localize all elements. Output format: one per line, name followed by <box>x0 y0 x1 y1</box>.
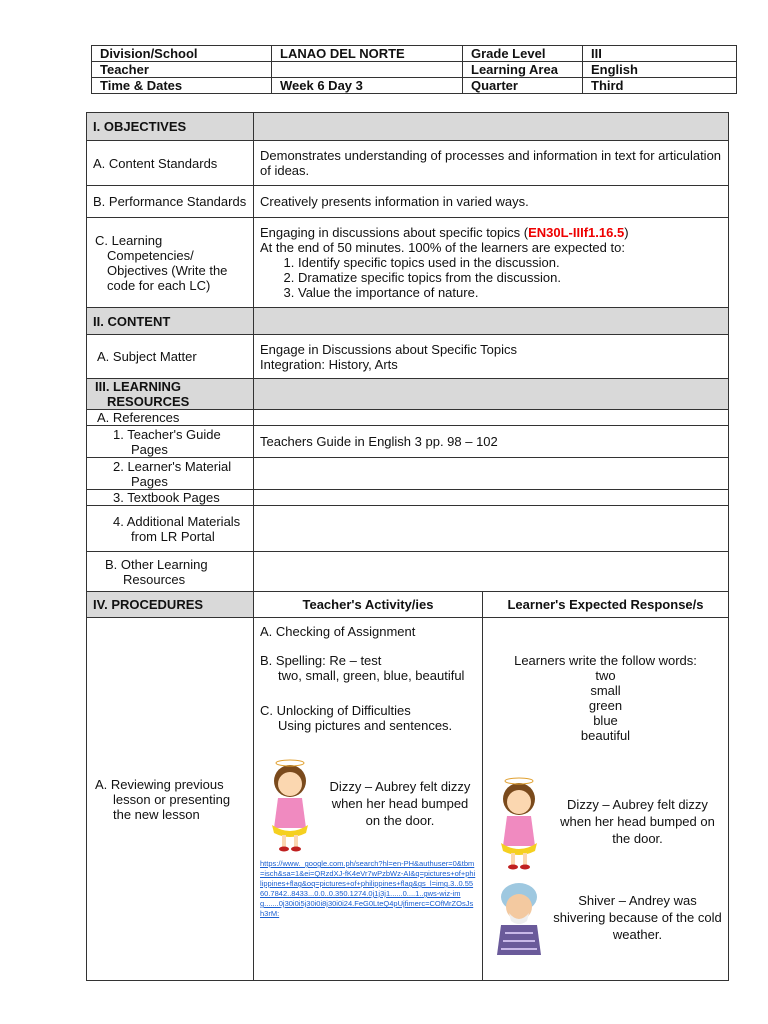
row-label: 1. Teacher's Guide Pages <box>87 426 254 458</box>
empty-cell <box>254 458 729 490</box>
row-label: A. References <box>87 410 254 426</box>
competency-close: ) <box>624 225 629 240</box>
dizzy-girl-image <box>260 753 320 853</box>
unlocking-sub: Using pictures and sentences. <box>278 718 453 733</box>
lm-row <box>87 458 729 490</box>
column-header: Learner's Expected Response/s <box>483 592 729 618</box>
reviewing-row <box>87 618 729 981</box>
learner-word: two <box>595 668 616 683</box>
integration-text: Integration: History, Arts <box>260 356 398 372</box>
subject-matter-row <box>87 335 729 379</box>
learner-intro: Learners write the follow words: <box>514 653 697 668</box>
objectives-heading-row <box>87 113 729 141</box>
empty-cell <box>254 506 729 552</box>
header-info-table <box>91 45 737 94</box>
competency-text: Engaging in discussions about specific topics ( <box>260 225 529 240</box>
section-heading: IV. PROCEDURES <box>87 592 254 618</box>
learner-response-cell <box>483 618 729 981</box>
row-label: 2. Learner's Material Pages <box>87 458 254 490</box>
header-value: III <box>583 46 737 62</box>
dizzy-example <box>260 753 476 853</box>
column-header: Teacher's Activity/ies <box>254 592 483 618</box>
spelling-words: two, small, green, blue, beautiful <box>278 668 465 683</box>
header-value: Week 6 Day 3 <box>272 78 463 94</box>
spelling-text: B. Spelling: Re – test <box>260 653 382 668</box>
image-source-link[interactable]: https://www._google.com.ph/search?hl=en-PH&authuser=0&tbm=isch&sa=1&ei=QRzdXJ-fK4eVr7wPzbWz-AI&q=pictures+of+philippines+flag&oq=pictures+of+philippines+flag&gs_l=img.3..0.5560.7842..8433...0.0..0.350.1274.0j1j3j1......0....1..gws-wiz-img.......0j30i0i5j30i0i8j30i0i24.FeG0LteQ4pUjfimerc=COfMrZOsJsh3rM: <box>260 859 476 918</box>
row-label: B. Performance Standards <box>87 186 254 218</box>
empty-cell <box>254 490 729 506</box>
learner-word: small <box>590 683 621 698</box>
header-row <box>92 62 737 78</box>
competencies-cell <box>254 218 729 308</box>
dizzy-caption: Dizzy – Aubrey felt dizzy when her head bumped on the door. <box>329 778 471 828</box>
learner-dizzy-example <box>489 771 722 871</box>
empty-cell <box>254 113 729 141</box>
row-label: A. Subject Matter <box>87 335 254 379</box>
row-label: 4. Additional Materials from LR Portal <box>87 506 254 552</box>
row-label: C. Learning Competencies/ Objectives (Write the code for each LC) <box>87 218 254 308</box>
objective-item: 2. Dramatize specific topics from the discussion. <box>298 270 722 285</box>
lr-row <box>87 506 729 552</box>
header-label: Quarter <box>463 78 583 94</box>
other-resources-row <box>87 552 729 592</box>
shiver-example <box>489 877 722 957</box>
header-value: LANAO DEL NORTE <box>272 46 463 62</box>
header-label: Teacher <box>92 62 272 78</box>
resources-heading-row <box>87 379 729 410</box>
empty-cell <box>254 552 729 592</box>
checking-text: A. Checking of Assignment <box>260 624 416 639</box>
empty-cell <box>254 379 729 410</box>
header-row <box>92 78 737 94</box>
section-heading: III. LEARNING RESOURCES <box>87 379 254 410</box>
learner-word: blue <box>593 713 618 728</box>
row-label: 3. Textbook Pages <box>87 490 254 506</box>
row-value: Creatively presents information in varied ways. <box>254 186 729 218</box>
empty-cell <box>254 410 729 426</box>
learner-dizzy-caption: Dizzy – Aubrey felt dizzy when her head bumped on the door. <box>560 796 715 846</box>
content-standards-row <box>87 141 729 186</box>
lesson-plan-table <box>86 112 729 981</box>
header-value: Third <box>583 78 737 94</box>
row-label: A. Reviewing previous lesson or presenting the new lesson <box>87 618 254 981</box>
references-row <box>87 410 729 426</box>
objectives-list <box>260 255 722 300</box>
empty-cell <box>254 308 729 335</box>
row-value: Demonstrates understanding of processes and information in text for articulation of ideas. <box>254 141 729 186</box>
teacher-activity-cell <box>254 618 483 981</box>
learner-word: beautiful <box>580 728 631 743</box>
header-value: English <box>583 62 737 78</box>
competencies-row <box>87 218 729 308</box>
header-label: Grade Level <box>463 46 583 62</box>
row-label: B. Other Learning Resources <box>87 552 254 592</box>
objectives-intro: At the end of 50 minutes. 100% of the learners are expected to: <box>260 240 625 255</box>
shiver-caption: Shiver – Andrey was shivering because of the cold weather. <box>553 892 722 942</box>
content-heading-row <box>87 308 729 335</box>
section-heading: I. OBJECTIVES <box>87 113 254 141</box>
header-label: Learning Area <box>463 62 583 78</box>
subject-cell <box>254 335 729 379</box>
row-label: A. Content Standards <box>87 141 254 186</box>
competency-code: EN30L-IIIf1.16.5 <box>528 225 625 240</box>
objective-item: 1. Identify specific topics used in the discussion. <box>298 255 722 270</box>
subject-text: Engage in Discussions about Specific Topics <box>260 341 518 357</box>
learner-word: green <box>588 698 623 713</box>
header-label: Division/School <box>92 46 272 62</box>
section-heading: II. CONTENT <box>87 308 254 335</box>
header-value <box>272 62 463 78</box>
dizzy-girl-image <box>489 771 549 871</box>
row-value: Teachers Guide in English 3 pp. 98 – 102 <box>254 426 729 458</box>
performance-standards-row <box>87 186 729 218</box>
tg-row <box>87 426 729 458</box>
tb-row <box>87 490 729 506</box>
procedures-heading-row <box>87 592 729 618</box>
header-row <box>92 46 737 62</box>
header-label: Time & Dates <box>92 78 272 94</box>
objective-item: 3. Value the importance of nature. <box>298 285 722 300</box>
shivering-man-image <box>489 877 549 957</box>
unlocking-text: C. Unlocking of Difficulties <box>260 703 411 718</box>
